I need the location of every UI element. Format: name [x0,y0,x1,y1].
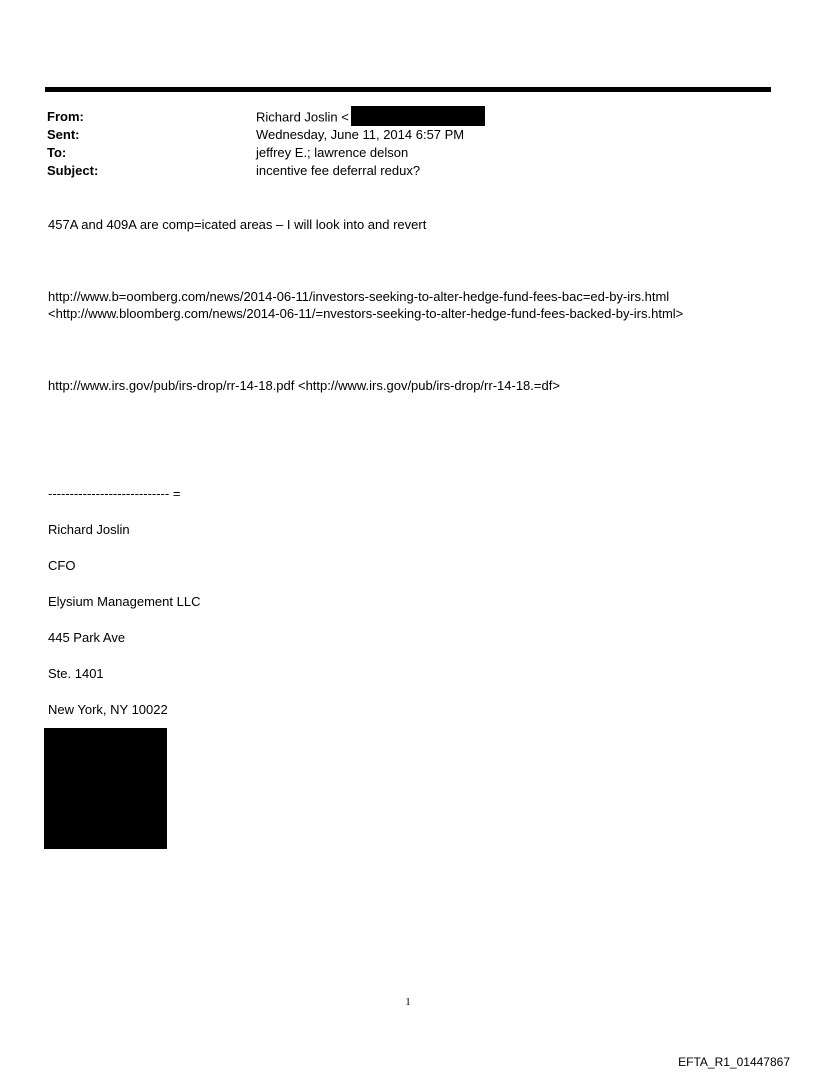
bloomberg-link: http://www.b=oomberg.com/news/2014-06-11/investors-seeking-to-alter-hedge-fund-fees-bac=ed-by-irs.html [48,289,670,304]
signature-separator: ---------------------------- = [48,486,181,501]
signature-address2: Ste. 1401 [48,666,104,681]
body-line: 457A and 409A are comp=icated areas – I will look into and revert [48,217,427,232]
sent-label: Sent: [47,127,80,142]
irs-link: http://www.irs.gov/pub/irs-drop/rr-14-18.pdf <http://www.irs.gov/pub/irs-drop/rr-14-18.=df> [48,378,560,393]
subject-label: Subject: [47,163,99,178]
redaction-block [44,728,167,849]
signature-company: Elysium Management LLC [48,594,201,609]
from-row [47,108,747,126]
from-name: Richard Joslin < [256,109,349,125]
signature-name: Richard Joslin [48,522,130,537]
to-value: jeffrey E.; lawrence delson [256,145,409,160]
sent-value: Wednesday, June 11, 2014 6:57 PM [256,127,465,142]
from-label: From: [47,109,84,124]
signature-title: CFO [48,558,76,573]
to-row [47,144,747,162]
subject-row [47,162,747,180]
redaction-box [351,106,485,126]
header-rule [45,87,771,92]
page-number: 1 [405,996,411,1008]
sent-row [47,126,747,144]
from-value [256,108,485,128]
signature-city: New York, NY 10022 [48,702,168,717]
subject-value: incentive fee deferral redux? [256,163,421,178]
bloomberg-link-alt: <http://www.bloomberg.com/news/2014-06-11/=nvestors-seeking-to-alter-hedge-fund-fees-backed-by-irs.html> [48,306,684,321]
document-id: EFTA_R1_01447867 [678,1055,790,1069]
to-label: To: [47,145,67,160]
signature-address1: 445 Park Ave [48,630,126,645]
